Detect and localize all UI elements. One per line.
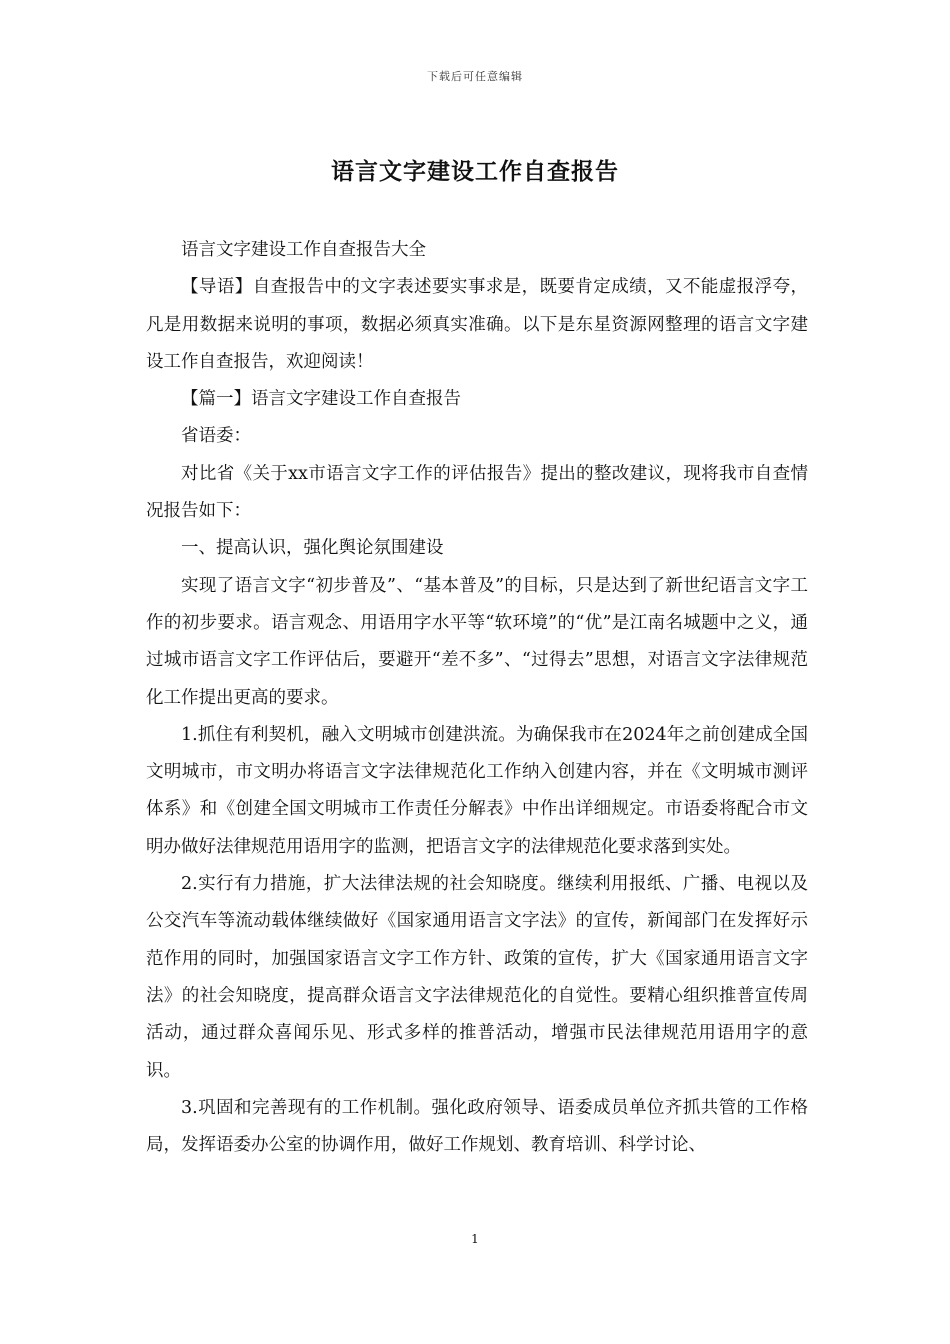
page-number: 1 — [471, 1232, 479, 1246]
body-paragraph: 对比省《关于xx市语言文字工作的评估报告》提出的整改建议，现将我市自查情况报告如下： — [146, 463, 808, 522]
document-title: 语言文字建设工作自查报告 — [331, 158, 619, 185]
body-paragraph: 语言文字建设工作自查报告大全 — [181, 240, 426, 260]
body-paragraph: 3.巩固和完善现有的工作机制。强化政府领导、语委成员单位齐抓共管的工作格局，发挥语委办公室的协调作用，做好工作规划、教育培训、科学讨论、 — [146, 1097, 808, 1156]
body-paragraph: 实现了语言文字“初步普及”、“基本普及”的目标，只是达到了新世纪语言文字工作的初步要求。语言观念、用语用字水平等“软环境”的“优”是江南名城题中之义，通过城市语言文字工作评估后，要避开“差不多”、“过得去”思想，对语言文字法律规范化工作提出更高的要求。 — [146, 575, 808, 708]
body-paragraph: 【导语】自查报告中的文字表述要实事求是，既要肯定成绩，又不能虚报浮夸，凡是用数据来说明的事项，数据必须真实准确。以下是东星资源网整理的语言文字建设工作自查报告，欢迎阅读！ — [146, 277, 808, 372]
document-body — [146, 232, 808, 1164]
body-paragraph: 1.抓住有利契机，融入文明城市创建洪流。为确保我市在2024年之前创建成全国文明城市，市文明办将语言文字法律规范化工作纳入创建内容，并在《文明城市测评体系》和《创建全国文明城市工作责任分解表》中作出详细规定。市语委将配合市文明办做好法律规范用语用字的监测，把语言文字的法律规范化要求落到实处。 — [146, 724, 808, 857]
page-header-note: 下载后可任意编辑 — [427, 70, 523, 83]
body-paragraph: 2.实行有力措施，扩大法律法规的社会知晓度。继续利用报纸、广播、电视以及公交汽车等流动载体继续做好《国家通用语言文字法》的宣传，新闻部门在发挥好示范作用的同时，加强国家语言文字工作方针、政策的宣传，扩大《国家通用语言文字法》的社会知晓度，提高群众语言文字法律规范化的自觉性。要精心组织推普宣传周活动，通过群众喜闻乐见、形式多样的推普活动，增强市民法律规范用语用字的意识。 — [146, 874, 808, 1081]
body-paragraph: 省语委： — [181, 426, 251, 447]
section-heading: 一、提高认识，强化舆论氛围建设 — [181, 538, 444, 559]
body-paragraph: 【篇一】语言文字建设工作自查报告 — [181, 389, 461, 410]
